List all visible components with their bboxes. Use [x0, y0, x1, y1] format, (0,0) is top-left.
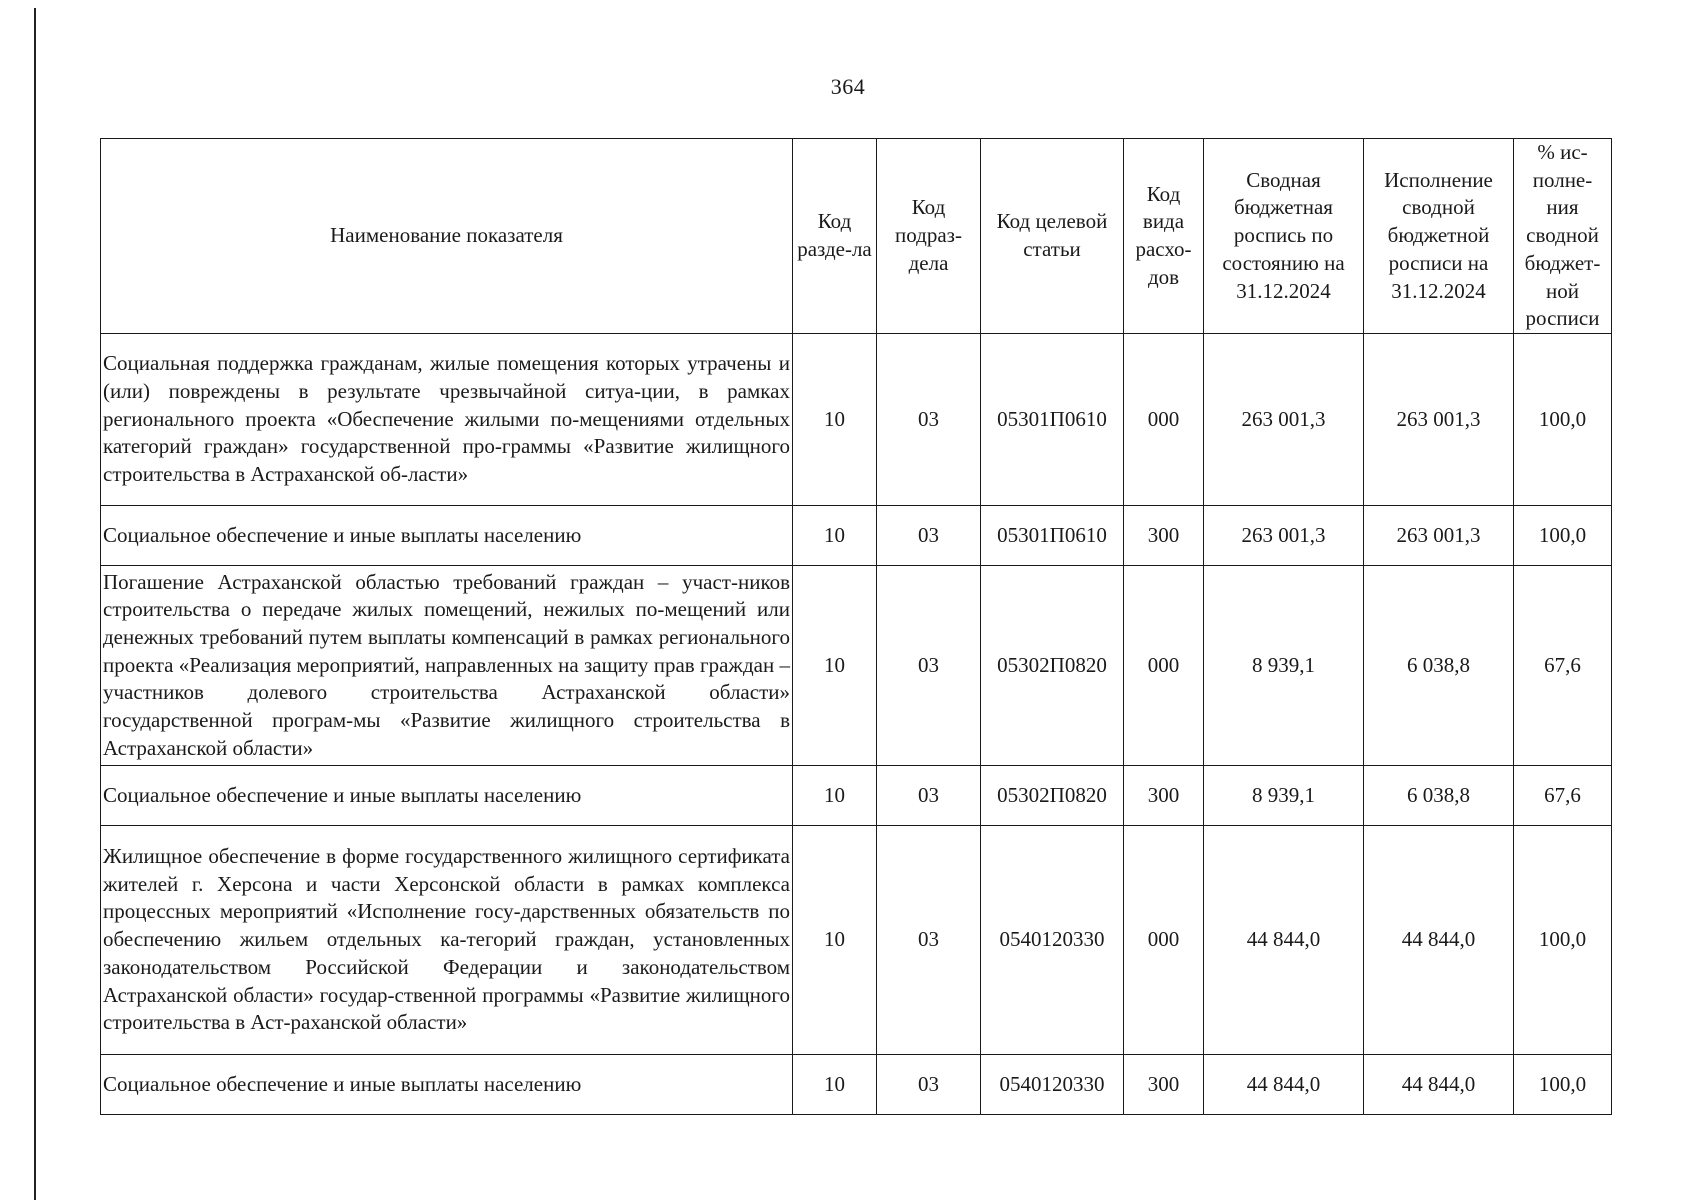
row-name: Социальное обеспечение и иные выплаты населению [101, 766, 793, 826]
row-target: 0540120330 [981, 826, 1124, 1055]
row-name: Социальное обеспечение и иные выплаты населению [101, 1055, 793, 1115]
row-plan: 263 001,3 [1204, 506, 1364, 566]
row-pct: 100,0 [1514, 506, 1612, 566]
table-row [101, 506, 1612, 566]
table-row [101, 766, 1612, 826]
row-kind: 000 [1124, 826, 1204, 1055]
row-subsection: 03 [877, 826, 981, 1055]
row-pct: 100,0 [1514, 1055, 1612, 1115]
row-pct: 67,6 [1514, 766, 1612, 826]
row-target: 05301П0610 [981, 506, 1124, 566]
row-exec: 6 038,8 [1364, 766, 1514, 826]
row-subsection: 03 [877, 766, 981, 826]
row-pct: 67,6 [1514, 566, 1612, 766]
row-kind: 300 [1124, 506, 1204, 566]
row-subsection: 03 [877, 1055, 981, 1115]
row-exec: 44 844,0 [1364, 1055, 1514, 1115]
row-exec: 263 001,3 [1364, 506, 1514, 566]
budget-execution-table [100, 138, 1612, 1115]
header-execution-percent: % ис-полне-ния сводной бюджет-ной росписи [1514, 139, 1612, 334]
row-section: 10 [793, 506, 877, 566]
header-section-code: Код разде-ла [793, 139, 877, 334]
table-row [101, 566, 1612, 766]
header-budget-execution: Исполнение сводной бюджетной росписи на 31.12.2024 [1364, 139, 1514, 334]
row-subsection: 03 [877, 506, 981, 566]
row-exec: 44 844,0 [1364, 826, 1514, 1055]
table-row [101, 334, 1612, 506]
row-target: 0540120330 [981, 1055, 1124, 1115]
row-section: 10 [793, 826, 877, 1055]
table-row [101, 826, 1612, 1055]
header-target-code: Код целевой статьи [981, 139, 1124, 334]
row-exec: 263 001,3 [1364, 334, 1514, 506]
row-kind: 300 [1124, 1055, 1204, 1115]
row-plan: 44 844,0 [1204, 1055, 1364, 1115]
row-target: 05301П0610 [981, 334, 1124, 506]
row-section: 10 [793, 566, 877, 766]
row-target: 05302П0820 [981, 566, 1124, 766]
row-plan: 8 939,1 [1204, 766, 1364, 826]
row-subsection: 03 [877, 566, 981, 766]
row-subsection: 03 [877, 334, 981, 506]
row-name: Жилищное обеспечение в форме государственного жилищного сертификата жителей г. Херсона и части Херсонской области в рамках комплекса процессных мероприятий «Исполнение госу-дарственных обязательств по обеспечению жильем отдельных ка-тегорий граждан, установленных законодательством Российской Федерации и законодательством Астраханской области» государ-ственной программы «Развитие жилищного строительства в Аст-раханской области» [101, 826, 793, 1055]
row-kind: 000 [1124, 334, 1204, 506]
header-indicator-name: Наименование показателя [101, 139, 793, 334]
row-name: Социальная поддержка гражданам, жилые помещения которых утрачены и (или) повреждены в результате чрезвычайной ситуа-ции, в рамках регионального проекта «Обеспечение жилыми по-мещениями отдельных категорий граждан» государственной про-граммы «Развитие жилищного строительства в Астраханской об-ласти» [101, 334, 793, 506]
row-section: 10 [793, 1055, 877, 1115]
table-header-row [101, 139, 1612, 334]
row-pct: 100,0 [1514, 826, 1612, 1055]
row-exec: 6 038,8 [1364, 566, 1514, 766]
row-kind: 300 [1124, 766, 1204, 826]
page-number: 364 [830, 74, 866, 99]
row-section: 10 [793, 334, 877, 506]
row-plan: 44 844,0 [1204, 826, 1364, 1055]
row-section: 10 [793, 766, 877, 826]
row-plan: 8 939,1 [1204, 566, 1364, 766]
row-name: Погашение Астраханской областью требований граждан – участ-ников строительства о передаче жилых помещений, нежилых по-мещений или денежных требований путем выплаты компенсаций в рамках регионального проекта «Реализация мероприятий, направленных на защиту прав граждан – участников долевого строительства Астраханской области» государственной програм-мы «Развитие жилищного строительства в Астраханской области» [101, 566, 793, 766]
row-pct: 100,0 [1514, 334, 1612, 506]
table-row [101, 1055, 1612, 1115]
header-subsection-code: Код подраз-дела [877, 139, 981, 334]
scan-edge-line [34, 8, 36, 1200]
row-target: 05302П0820 [981, 766, 1124, 826]
row-plan: 263 001,3 [1204, 334, 1364, 506]
header-budget-plan: Сводная бюджетная роспись по состоянию на 31.12.2024 [1204, 139, 1364, 334]
row-kind: 000 [1124, 566, 1204, 766]
header-expense-kind-code: Код вида расхо-дов [1124, 139, 1204, 334]
row-name: Социальное обеспечение и иные выплаты населению [101, 506, 793, 566]
